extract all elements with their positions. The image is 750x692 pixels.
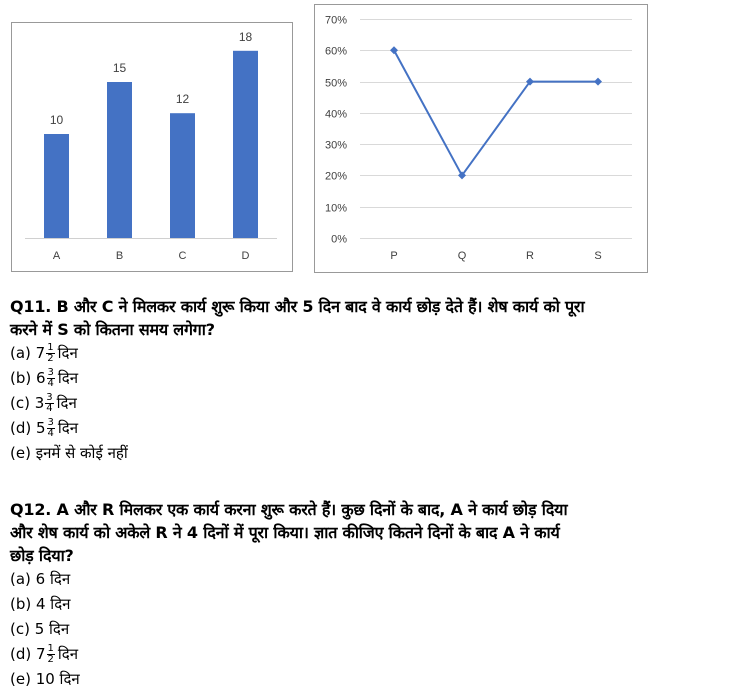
- fraction: [47, 368, 55, 389]
- bar-chart: [0, 0, 300, 280]
- y-tick-label: 10%: [324, 202, 347, 215]
- y-tick-label: 60%: [324, 45, 347, 58]
- option-c[interactable]: [10, 617, 745, 642]
- x-tick-label: C: [178, 250, 187, 262]
- fraction-denominator: 4: [46, 403, 53, 414]
- option-prefix: (b) 6: [10, 369, 46, 387]
- fraction-denominator: 4: [47, 428, 54, 439]
- question-title-line: छोड़ दिया?: [10, 546, 74, 565]
- bar: [107, 82, 132, 238]
- data-label: 10: [49, 113, 64, 127]
- option-suffix: दिन: [57, 369, 79, 387]
- options-list: [10, 567, 745, 692]
- x-tick-label: B: [115, 250, 124, 262]
- option-prefix: (a) 7: [10, 344, 46, 362]
- x-tick-label: P: [390, 250, 398, 262]
- fraction-denominator: 2: [47, 654, 54, 665]
- option-prefix: (d) 5: [10, 419, 46, 437]
- x-tick-label: R: [526, 250, 534, 262]
- line-chart: [305, 0, 650, 280]
- bar: [170, 113, 195, 238]
- fraction: [47, 644, 55, 665]
- fraction-numerator: 1: [47, 342, 54, 353]
- option-b[interactable]: [10, 592, 745, 617]
- data-label: 12: [175, 92, 190, 107]
- option-c[interactable]: [10, 391, 745, 416]
- fraction-numerator: 1: [47, 643, 54, 654]
- fraction: [46, 343, 54, 364]
- y-tick-label: 0%: [331, 233, 347, 246]
- x-tick-label: Q: [457, 250, 467, 262]
- option-b[interactable]: [10, 366, 745, 391]
- options-list: [10, 341, 745, 466]
- option-d[interactable]: [10, 416, 745, 441]
- data-label: 15: [112, 61, 127, 75]
- option-prefix: (c) 3: [10, 394, 45, 412]
- fraction-numerator: 3: [47, 367, 54, 378]
- data-label: 18: [238, 29, 253, 44]
- x-tick-label: S: [594, 250, 602, 262]
- y-tick-label: 50%: [324, 77, 347, 90]
- option-prefix: (d) 7: [10, 645, 46, 663]
- x-tick-label: A: [52, 250, 61, 262]
- option-suffix: दिन: [56, 394, 77, 412]
- y-tick-label: 40%: [324, 108, 347, 121]
- option-d[interactable]: [10, 642, 745, 667]
- question-11: [10, 295, 745, 466]
- question-title: [10, 498, 745, 567]
- question-title-line: Q11. B और C ने मिलकर कार्य शुरू किया और 5 दिन बाद वे कार्य छोड़ देते हैं। शेष कार्य को पूरा: [10, 297, 585, 316]
- fraction-denominator: 2: [47, 353, 54, 364]
- question-title-line: Q12. A और R मिलकर एक कार्य करना शुरू करते हैं। कुछ दिनों के बाद, A ने कार्य छोड़ दिया: [10, 500, 568, 519]
- option-text: (e) 10 दिन: [10, 670, 80, 688]
- option-e[interactable]: [10, 441, 745, 466]
- charts-area: [0, 0, 750, 280]
- y-tick-label: 70%: [324, 14, 347, 27]
- option-text: (a) 6 दिन: [10, 570, 71, 588]
- option-a[interactable]: [10, 567, 745, 592]
- bar: [233, 51, 258, 238]
- question-title-line: करने में S को कितना समय लगेगा?: [10, 320, 215, 339]
- option-suffix: दिन: [57, 344, 78, 362]
- y-tick-label: 20%: [324, 170, 347, 183]
- option-suffix: दिन: [57, 419, 79, 437]
- option-e[interactable]: [10, 667, 745, 692]
- question-12: [10, 498, 745, 692]
- option-suffix: दिन: [57, 645, 79, 663]
- chart-border: [315, 5, 648, 273]
- fraction-numerator: 3: [46, 392, 53, 403]
- fraction: [45, 393, 53, 414]
- question-title: [10, 295, 745, 341]
- y-tick-label: 30%: [324, 139, 347, 152]
- option-a[interactable]: [10, 341, 745, 366]
- question-title-line: और शेष कार्य को अकेले R ने 4 दिनों में पूरा किया। ज्ञात कीजिए कितने दिनों के बाद A ने कार्य: [10, 523, 560, 542]
- fraction-numerator: 3: [47, 417, 54, 428]
- option-text: (c) 5 दिन: [10, 620, 70, 638]
- bar: [44, 134, 69, 238]
- fraction-denominator: 4: [47, 378, 54, 389]
- x-tick-label: D: [241, 250, 250, 262]
- option-text: (e) इनमें से कोई नहीं: [10, 444, 128, 462]
- fraction: [47, 418, 55, 439]
- option-text: (b) 4 दिन: [10, 595, 71, 613]
